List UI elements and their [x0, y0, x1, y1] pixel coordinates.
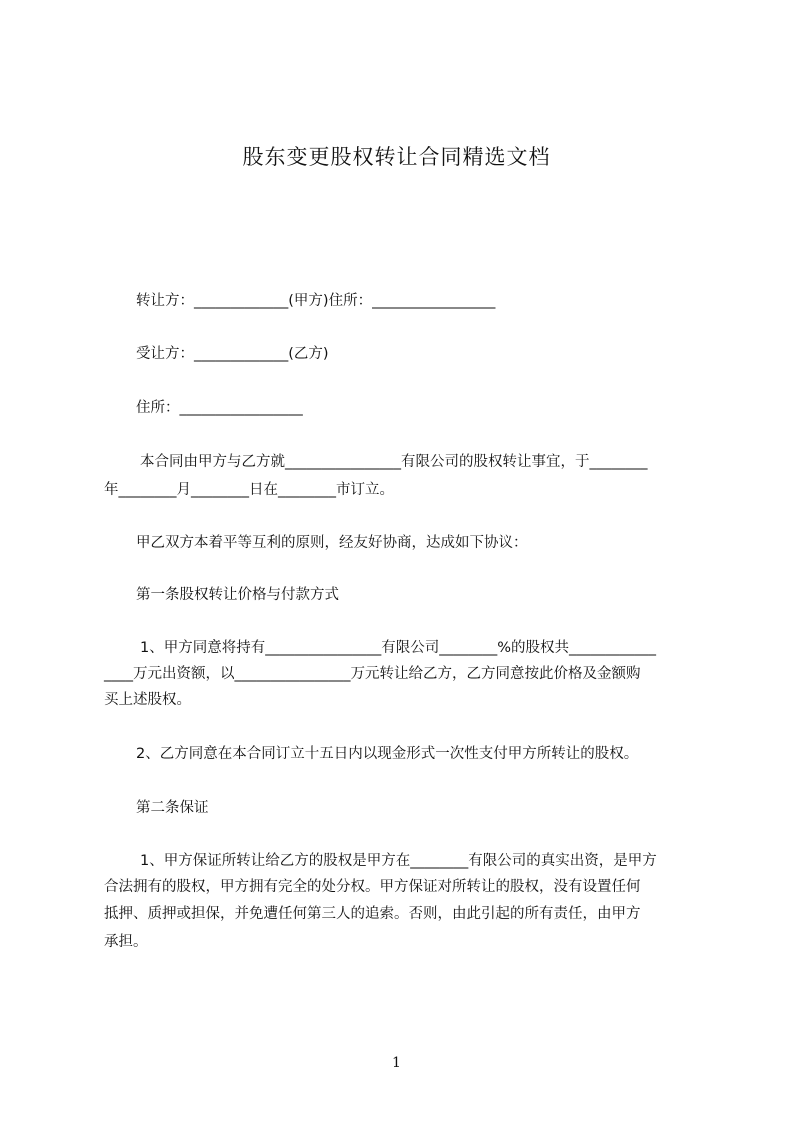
address-line: 住所：_________________: [136, 400, 303, 416]
agreement-statement: 甲乙双方本着平等互利的原则，经友好协商，达成如下协议：: [136, 535, 528, 551]
transferor-line: 转让方：_____________(甲方)住所：_________________: [136, 293, 496, 309]
document-title: 股东变更股权转让合同精选文档: [242, 145, 551, 169]
clause-2-1-line-4: 承担。: [104, 934, 148, 950]
intro-paragraph-line-1: 本合同由甲方与乙方就________________有限公司的股权转让事宜，于________: [140, 454, 648, 470]
page-number: 1: [392, 1055, 401, 1071]
clause-2-1-line-3: 抵押、质押或担保，并免遭任何第三人的追索。否则，由此引起的所有责任，由甲方: [104, 906, 641, 922]
clause-2-1-line-1: 1、甲方保证所转让给乙方的股权是甲方在________有限公司的真实出资，是甲方: [140, 853, 657, 869]
clause-1-1-line-3: 买上述股权。: [104, 692, 191, 708]
article-2-heading: 第二条保证: [136, 800, 209, 816]
clause-1-2: 2、乙方同意在本合同订立十五日内以现金形式一次性支付甲方所转让的股权。: [136, 746, 639, 762]
article-1-heading: 第一条股权转让价格与付款方式: [136, 587, 339, 603]
transferee-line: 受让方：_____________(乙方): [136, 346, 329, 362]
clause-1-1-line-1: 1、甲方同意将持有________________有限公司________%的股权共____________: [140, 640, 657, 656]
clause-1-1-line-2: ____万元出资额，以________________万元转让给乙方，乙方同意按此价格及金额购: [104, 666, 641, 682]
intro-paragraph-line-2: 年________月________日在________市订立。: [104, 482, 394, 498]
clause-2-1-line-2: 合法拥有的股权，甲方拥有完全的处分权。甲方保证对所转让的股权，没有设置任何: [104, 879, 641, 895]
